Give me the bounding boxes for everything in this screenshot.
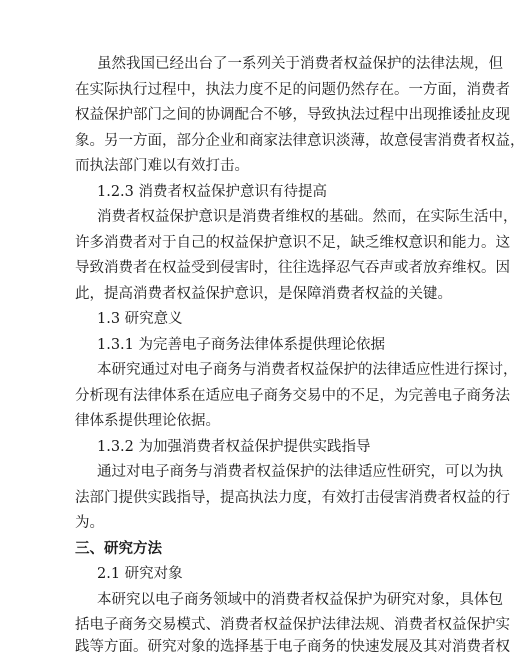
paragraph-line: 本研究以电子商务领域中的消费者权益保护为研究对象，具体包	[97, 592, 503, 608]
paragraph-line: 许多消费者对于自己的权益保护意识不足，缺乏维权意识和能力。这	[75, 235, 510, 251]
paragraph-line: 在实际执行过程中，执法力度不足的问题仍然存在。一方面，消费者	[75, 82, 510, 98]
paragraph-line: 括电子商务交易模式、消费者权益保护法律法规、消费者权益保护实	[75, 617, 510, 633]
paragraph-line: 此，提高消费者权益保护意识，是保障消费者权益的关键。	[75, 286, 452, 302]
paragraph-line: 本研究通过对电子商务与消费者权益保护的法律适应性进行探讨，	[97, 362, 518, 378]
chapter-heading: 三、研究方法	[75, 540, 162, 557]
section-heading: 1.2.3 消费者权益保护意识有待提高	[97, 184, 328, 200]
section-heading: 1.3.1 为完善电子商务法律体系提供理论依据	[97, 337, 386, 353]
paragraph-line: 法部门提供实践指导，提高执法力度，有效打击侵害消费者权益的行	[75, 490, 510, 506]
paragraph-line: 消费者权益保护意识是消费者维权的基础。然而，在实际生活中，	[97, 209, 518, 225]
paragraph-line: 虽然我国已经出台了一系列关于消费者权益保护的法律法规，但	[97, 56, 503, 72]
paragraph-line: 践等方面。研究对象的选择基于电子商务的快速发展及其对消费者权	[75, 639, 510, 655]
paragraph-line: 导致消费者在权益受到侵害时，往往选择忍气吞声或者放弃维权。因	[75, 260, 510, 276]
paragraph-line: 律体系提供理论依据。	[75, 413, 220, 429]
section-heading: 2.1 研究对象	[97, 566, 183, 582]
paragraph-line: 为。	[75, 515, 104, 531]
paragraph-line: 权益保护部门之间的协调配合不够，导致执法过程中出现推诿扯皮现	[75, 107, 510, 123]
paragraph-line: 象。另一方面，部分企业和商家法律意识淡薄，故意侵害消费者权益，	[75, 133, 525, 149]
paragraph-line: 分析现有法律体系在适应电子商务交易中的不足，为完善电子商务法	[75, 388, 510, 404]
section-heading: 1.3.2 为加强消费者权益保护提供实践指导	[97, 439, 371, 455]
section-heading: 1.3 研究意义	[97, 311, 183, 327]
paragraph-line: 通过对电子商务与消费者权益保护的法律适应性研究，可以为执	[97, 464, 503, 480]
paragraph-line: 而执法部门难以有效打击。	[75, 158, 249, 174]
